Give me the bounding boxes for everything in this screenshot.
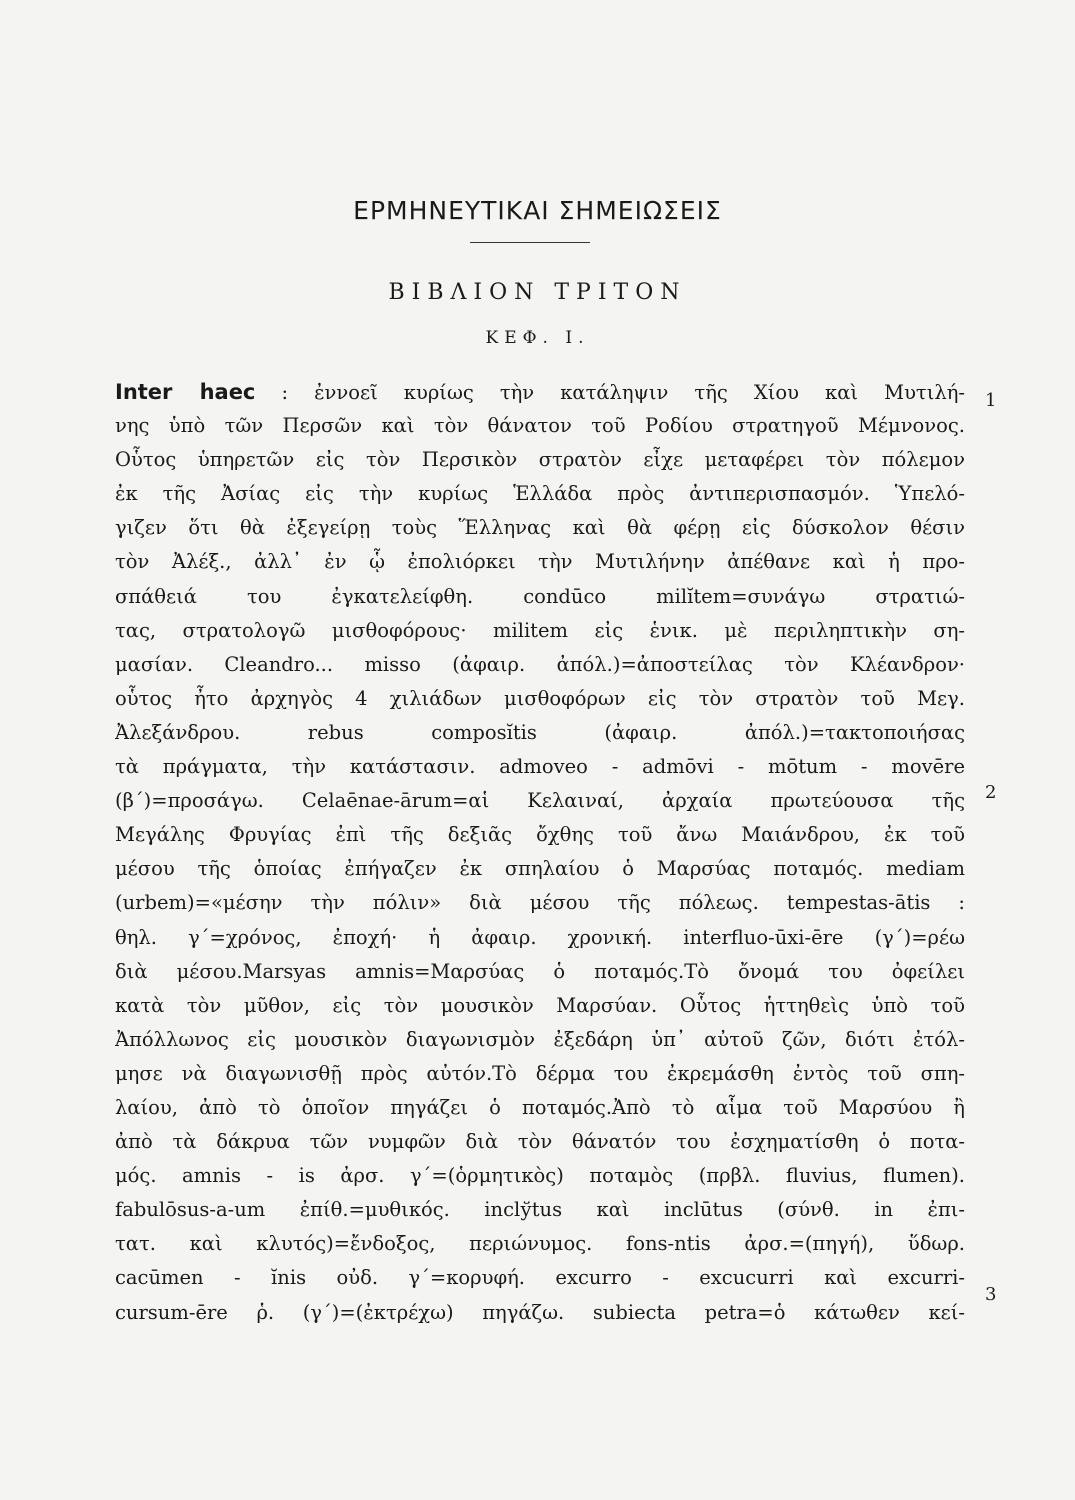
text-line: οὗτος ἦτο ἀρχηγὸς 4 χιλιάδων μισθοφόρων εἰς τὸν στρατὸν τοῦ Μεγ. [115, 686, 965, 710]
text-line: ἀπὸ τὰ δάκρυα τῶν νυμφῶν διὰ τὸν θάνατόν του ἐσχηματίσθη ὁ ποτα- [115, 1130, 965, 1154]
text-line: λαίου, ἀπὸ τὸ ὁποῖον πηγάζει ὁ ποταμός.Ἀπὸ τὸ αἷμα τοῦ Μαρσύου ἢ [115, 1095, 965, 1119]
text-line: (β΄)=προσάγω. Celaēnae-ārum=αἱ Κελαιναί, ἀρχαία πρωτεύουσα τῆς [115, 789, 965, 813]
text-line: τὰ πράγματα, τὴν κατάστασιν. admoveo - admōvi - mōtum - movēre [115, 755, 965, 779]
text-line: Ἀλεξάνδρου. rebus composĭtis (ἀφαιρ. ἀπόλ.)=τακτοποιήσας [115, 720, 965, 744]
book-heading: ΒΙΒΛΙΟΝ ΤΡΙΤΟΝ [388, 280, 687, 305]
text-line: (urbem)=«μέσην τὴν πόλιν» διὰ μέσου τῆς πόλεως. tempestas-ātis : [115, 891, 965, 915]
chapter-heading: ΚΕΦ. Ι. [485, 328, 590, 348]
annotation-body [115, 375, 965, 1330]
text-line: μασίαν. Cleandro... misso (ἀφαιρ. ἀπόλ.)=ἀποστείλας τὸν Κλέανδρον· [115, 652, 965, 676]
text-line: τατ. καὶ κλυτός)=ἔνδοξος, περιώνυμος. fons-ntis ἀρσ.=(πηγή), ὕδωρ. [115, 1232, 965, 1256]
text-line: διὰ μέσου.Marsyas amnis=Μαρσύας ὁ ποταμός.Τὸ ὄνομά του ὀφείλει [115, 959, 965, 983]
text-line: ἐκ τῆς Ἀσίας εἰς τὴν κυρίως Ἑλλάδα πρὸς ἀντιπερισπασμόν. Ὑπελό- [115, 482, 965, 506]
page-title: ΕΡΜΗΝΕΥΤΙΚΑΙ ΣΗΜΕΙΩΣΕΙΣ [353, 196, 722, 225]
text-line: τὸν Ἀλέξ., ἀλλ᾽ ἐν ᾧ ἐπολιόρκει τὴν Μυτιλήνην ἀπέθανε καὶ ἡ προ- [115, 550, 965, 574]
margin-number-3: 3 [985, 1284, 997, 1305]
text-line: Ἀπόλλωνος εἰς μουσικὸν διαγωνισμὸν ἐξεδάρη ὑπ᾽ αὐτοῦ ζῶν, διότι ἐτόλ- [115, 1027, 965, 1051]
margin-number-2: 2 [985, 782, 997, 803]
text-line: τας, στρατολογῶ μισθοφόρους· militem εἰς ἑνικ. μὲ περιληπτικὴν ση- [115, 618, 965, 642]
text-line: σπάθειά του ἐγκατελείφθη. condūco milĭtem=συνάγω στρατιώ- [115, 584, 965, 608]
text-line: μός. amnis - is ἀρσ. γ΄=(ὁρμητικὸς) ποταμὸς (πρβλ. fluvius, flumen). [115, 1164, 965, 1188]
text-line: cacūmen - ĭnis οὐδ. γ΄=κορυφή. excurro - excucurri καὶ excurri- [115, 1266, 965, 1290]
text-line: fabulōsus-a-um ἐπίθ.=μυθικός. inclўtus καὶ inclūtus (σύνθ. in ἐπι- [115, 1198, 965, 1222]
lead-term: Inter haec [115, 380, 256, 404]
title-divider [470, 242, 590, 243]
text-line: Inter haec : ἐννοεῖ κυρίως τὴν κατάληψιν τῆς Χίου καὶ Μυτιλή- [115, 380, 965, 404]
text-line: Οὗτος ὑπηρετῶν εἰς τὸν Περσικὸν στρατὸν εἶχε μεταφέρει τὸν πόλεμον [115, 448, 965, 472]
text-line: κατὰ τὸν μῦθον, εἰς τὸν μουσικὸν Μαρσύαν. Οὗτος ἡττηθεὶς ὑπὸ τοῦ [115, 993, 965, 1017]
text-line: Μεγάλης Φρυγίας ἐπὶ τῆς δεξιᾶς ὄχθης τοῦ ἄνω Μαιάνδρου, ἐκ τοῦ [115, 823, 965, 847]
text-line: θηλ. γ΄=χρόνος, ἐποχή· ἡ ἀφαιρ. χρονική. interfluo-ūxi-ēre (γ΄)=ρέω [115, 925, 965, 949]
text-line: μησε νὰ διαγωνισθῇ πρὸς αὐτόν.Τὸ δέρμα του ἐκρεμάσθη ἐντὸς τοῦ σπη- [115, 1061, 965, 1085]
text-line: μέσου τῆς ὁποίας ἐπήγαζεν ἐκ σπηλαίου ὁ Μαρσύας ποταμός. mediam [115, 857, 965, 881]
margin-number-1: 1 [985, 390, 997, 411]
text-line: cursum-ēre ῥ. (γ΄)=(ἐκτρέχω) πηγάζω. subiecta petra=ὁ κάτωθεν κεί- [115, 1300, 965, 1324]
text-line: νης ὑπὸ τῶν Περσῶν καὶ τὸν θάνατον τοῦ Ροδίου στρατηγοῦ Μέμνονος. [115, 414, 965, 438]
text-line: γιζεν ὅτι θὰ ἐξεγείρῃ τοὺς Ἕλληνας καὶ θὰ φέρῃ εἰς δύσκολον θέσιν [115, 516, 965, 540]
